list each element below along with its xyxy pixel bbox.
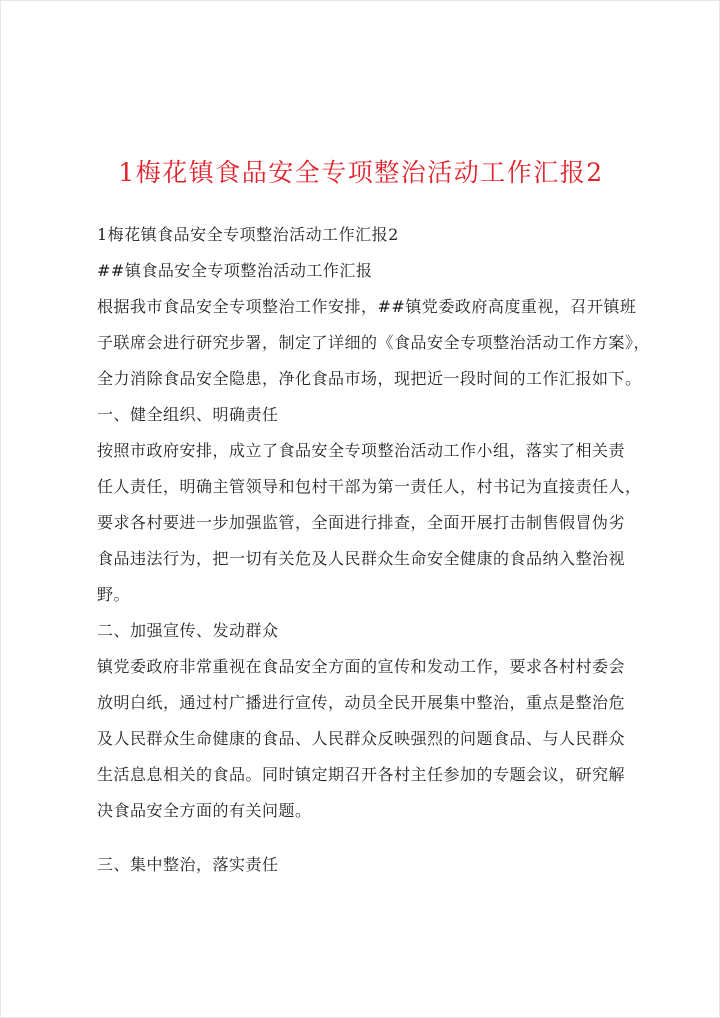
paragraph-line: 放明白纸，通过村广播进行宣传，动员全民开展集中整治，重点是整治危 <box>97 693 626 712</box>
section-heading-1 <box>97 397 649 433</box>
paragraph-line: 全力消除食品安全隐患，净化食品市场，现把近一段时间的工作汇报如下。 <box>97 369 642 388</box>
paragraph-line: 决食品安全方面的有关问题。 <box>97 801 312 820</box>
paragraph-line: 子联席会进行研究步署，制定了详细的《食品安全专项整治活动工作方案》， <box>97 333 651 352</box>
section-heading-text: 一、健全组织、明确责任 <box>97 405 279 424</box>
paragraph-line: 要求各村要进一步加强监管，全面进行排查，全面开展打击制售假冒伪劣 <box>97 513 626 532</box>
section-heading-text: 二、加强宣传、发动群众 <box>97 621 279 640</box>
paragraph-section-1 <box>97 433 649 613</box>
section-heading-3 <box>97 847 649 883</box>
section-heading-2 <box>97 613 649 649</box>
section-heading-text: 三、集中整治，落实责任 <box>97 855 279 874</box>
paragraph-intro <box>97 289 649 397</box>
paragraph-line: 食品违法行为，把一切有关危及人民群众生命安全健康的食品纳入整治视 <box>97 549 626 568</box>
paragraph-line: 野。 <box>97 585 131 604</box>
document-title: 1梅花镇食品安全专项整治活动工作汇报2 <box>118 158 604 187</box>
paragraph-line: 生活息息相关的食品。同时镇定期召开各村主任参加的专题会议，研究解 <box>97 765 626 784</box>
paragraph-line: 镇党委政府非常重视在食品安全方面的宣传和发动工作，要求各村村委会 <box>97 657 626 676</box>
document-subtitle <box>97 217 649 253</box>
report-heading <box>97 253 649 289</box>
paragraph-line: 及人民群众生命健康的食品、人民群众反映强烈的问题食品、与人民群众 <box>97 729 626 748</box>
paragraph-line: 任人责任，明确主管领导和包村干部为第一责任人，村书记为直接责任人， <box>97 477 642 496</box>
paragraph-line: 根据我市食品安全专项整治工作安排，##镇党委政府高度重视，召开镇班 <box>97 297 637 316</box>
report-heading-line: ##镇食品安全专项整治活动工作汇报 <box>97 261 373 280</box>
subtitle-line: 1梅花镇食品安全专项整治活动工作汇报2 <box>97 225 399 244</box>
paragraph-section-2 <box>97 649 649 829</box>
paragraph-line: 按照市政府安排，成立了食品安全专项整治活动工作小组，落实了相关责 <box>97 441 626 460</box>
